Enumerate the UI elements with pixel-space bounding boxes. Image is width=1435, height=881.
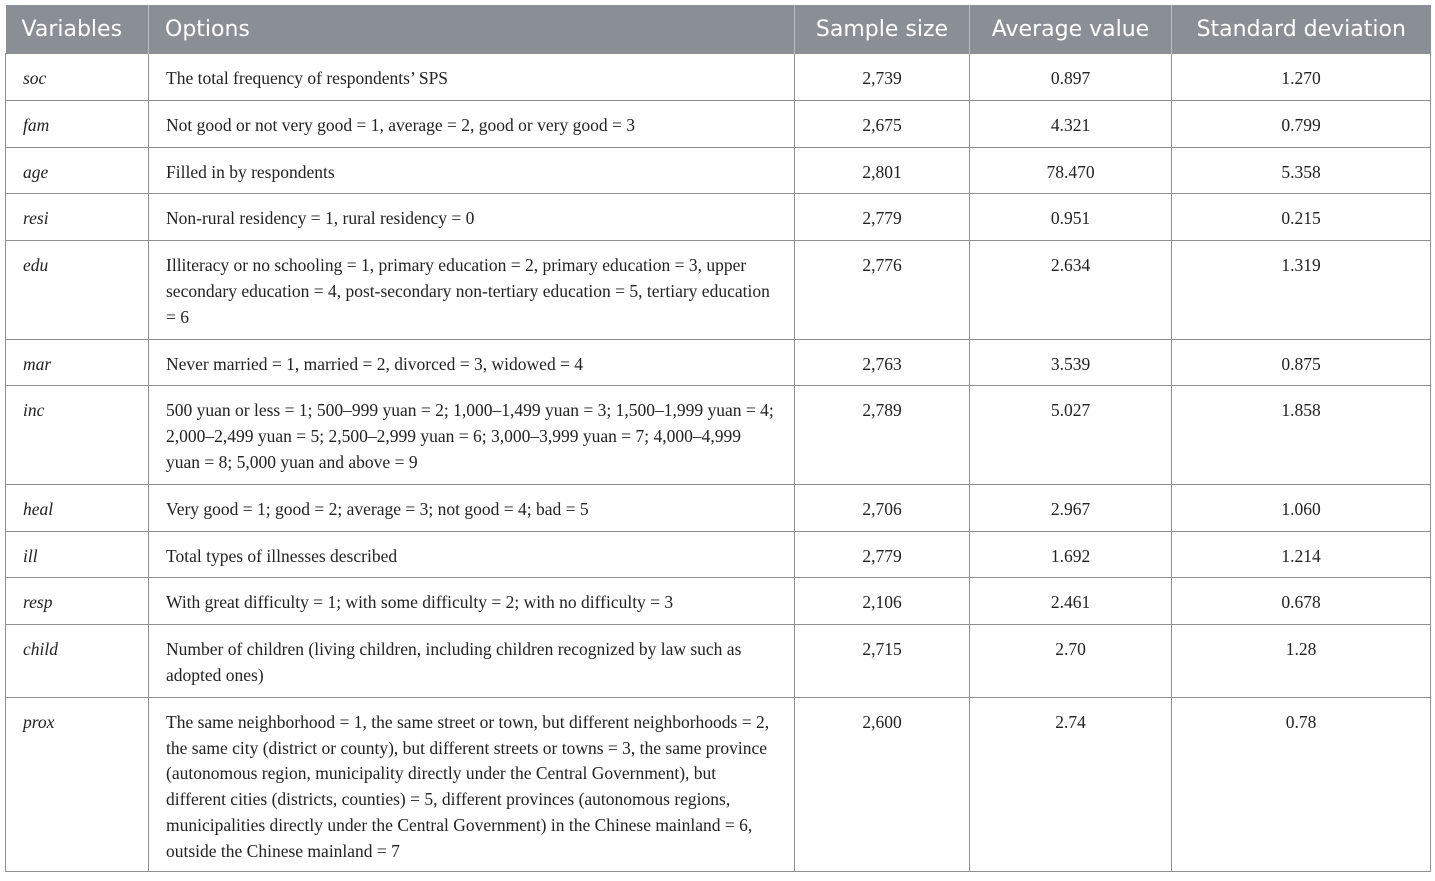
sample-size-cell: 2,675: [795, 100, 970, 147]
options-cell: Total types of illnesses described: [149, 531, 795, 578]
sample-size-cell: 2,600: [795, 697, 970, 871]
table-row: [6, 241, 1431, 339]
options-cell: The same neighborhood = 1, the same street or town, but different neighborhoods = 2, the same city (district or county), but different streets or towns = 3, the same province (autonomous region, municipality directly under the Central Government), but different cities (districts, counties) = 5, different provinces (autonomous regions, municipalities directly under the Central Government) in the Chinese mainland = 6, outside the Chinese mainland = 7: [149, 697, 795, 871]
options-cell: Non-rural residency = 1, rural residency = 0: [149, 194, 795, 241]
variable-cell: soc: [6, 54, 149, 101]
average-value-cell: 2.634: [970, 241, 1172, 339]
options-cell: 500 yuan or less = 1; 500–999 yuan = 2; 1,000–1,499 yuan = 3; 1,500–1,999 yuan = 4; 2,000–2,499 yuan = 5; 2,500–2,999 yuan = 6; 3,000–3,999 yuan = 7; 4,000–4,999 yuan = 8; 5,000 yuan and above = 9: [149, 386, 795, 484]
variable-cell: resi: [6, 194, 149, 241]
table-row: [6, 147, 1431, 194]
sample-size-cell: 2,106: [795, 578, 970, 625]
options-cell: The total frequency of respondents’ SPS: [149, 54, 795, 101]
standard-deviation-cell: 0.215: [1172, 194, 1431, 241]
table-row: [6, 54, 1431, 101]
average-value-cell: 2.70: [970, 625, 1172, 698]
table-row: [6, 100, 1431, 147]
header-variables: Variables: [6, 5, 149, 54]
options-cell: Very good = 1; good = 2; average = 3; not good = 4; bad = 5: [149, 484, 795, 531]
average-value-cell: 0.951: [970, 194, 1172, 241]
header-average-value: Average value: [970, 5, 1172, 54]
variable-cell: mar: [6, 339, 149, 386]
average-value-cell: 2.74: [970, 697, 1172, 871]
table-row: [6, 484, 1431, 531]
header-options: Options: [149, 5, 795, 54]
average-value-cell: 2.461: [970, 578, 1172, 625]
average-value-cell: 3.539: [970, 339, 1172, 386]
sample-size-cell: 2,715: [795, 625, 970, 698]
variable-cell: resp: [6, 578, 149, 625]
standard-deviation-cell: 0.78: [1172, 697, 1431, 871]
standard-deviation-cell: 0.799: [1172, 100, 1431, 147]
variable-cell: child: [6, 625, 149, 698]
table-row: [6, 386, 1431, 484]
standard-deviation-cell: 5.358: [1172, 147, 1431, 194]
sample-size-cell: 2,779: [795, 194, 970, 241]
sample-size-cell: 2,763: [795, 339, 970, 386]
variable-cell: ill: [6, 531, 149, 578]
table-row: [6, 578, 1431, 625]
statistics-table: [5, 5, 1431, 872]
options-cell: Number of children (living children, including children recognized by law such as adopted ones): [149, 625, 795, 698]
table-row: [6, 625, 1431, 698]
table-row: [6, 531, 1431, 578]
average-value-cell: 5.027: [970, 386, 1172, 484]
average-value-cell: 4.321: [970, 100, 1172, 147]
average-value-cell: 1.692: [970, 531, 1172, 578]
variable-cell: fam: [6, 100, 149, 147]
options-cell: Filled in by respondents: [149, 147, 795, 194]
sample-size-cell: 2,776: [795, 241, 970, 339]
variable-cell: inc: [6, 386, 149, 484]
options-cell: Not good or not very good = 1, average = 2, good or very good = 3: [149, 100, 795, 147]
standard-deviation-cell: 0.875: [1172, 339, 1431, 386]
sample-size-cell: 2,789: [795, 386, 970, 484]
sample-size-cell: 2,706: [795, 484, 970, 531]
header-standard-deviation: Standard deviation: [1172, 5, 1431, 54]
table-row: [6, 697, 1431, 871]
options-cell: With great difficulty = 1; with some difficulty = 2; with no difficulty = 3: [149, 578, 795, 625]
average-value-cell: 2.967: [970, 484, 1172, 531]
options-cell: Illiteracy or no schooling = 1, primary education = 2, primary education = 3, upper secondary education = 4, post-secondary non-tertiary education = 5, tertiary education = 6: [149, 241, 795, 339]
variable-cell: age: [6, 147, 149, 194]
sample-size-cell: 2,739: [795, 54, 970, 101]
standard-deviation-cell: 1.060: [1172, 484, 1431, 531]
variable-cell: edu: [6, 241, 149, 339]
average-value-cell: 0.897: [970, 54, 1172, 101]
standard-deviation-cell: 1.214: [1172, 531, 1431, 578]
average-value-cell: 78.470: [970, 147, 1172, 194]
table-body: [6, 54, 1431, 872]
standard-deviation-cell: 1.28: [1172, 625, 1431, 698]
variable-cell: prox: [6, 697, 149, 871]
table-row: [6, 194, 1431, 241]
standard-deviation-cell: 1.319: [1172, 241, 1431, 339]
header-sample-size: Sample size: [795, 5, 970, 54]
standard-deviation-cell: 1.270: [1172, 54, 1431, 101]
standard-deviation-cell: 0.678: [1172, 578, 1431, 625]
standard-deviation-cell: 1.858: [1172, 386, 1431, 484]
variable-cell: heal: [6, 484, 149, 531]
sample-size-cell: 2,801: [795, 147, 970, 194]
header-row: [6, 5, 1431, 54]
options-cell: Never married = 1, married = 2, divorced = 3, widowed = 4: [149, 339, 795, 386]
table-row: [6, 339, 1431, 386]
sample-size-cell: 2,779: [795, 531, 970, 578]
